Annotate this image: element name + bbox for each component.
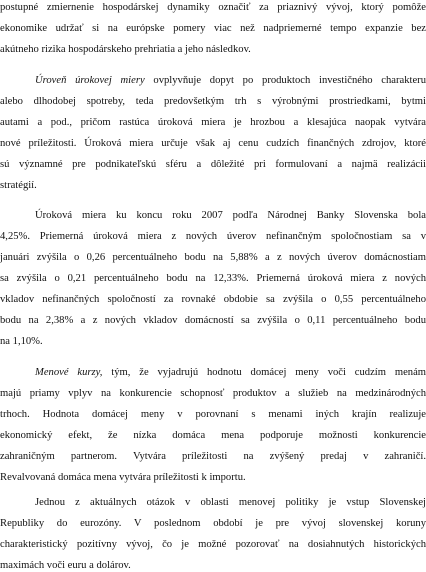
text-line: [0, 252, 426, 264]
italic-term: Úroveň úrokovej miery: [35, 75, 145, 86]
text-line: [0, 388, 426, 400]
text-line: [35, 75, 426, 87]
text-line: [0, 138, 426, 150]
text-span: tým, že vyjadrujú hodnotu domácej meny voči cudzím menám: [102, 367, 426, 378]
text-span: maximách voči euru a dolárov.: [0, 560, 131, 571]
text-span: vkladov nefinančných spoločností za rovnaké obdobie sa zvýšila o 0,55 percentuálneho: [0, 294, 426, 305]
text-span: ekonomike udržať si na európske pomery viac než nadpriemerné tempo expanzie bez: [0, 23, 426, 34]
text-line: [0, 315, 426, 327]
text-span: charakteristický pozitívny vývoj, čo je možné pozorovať na dosiahnutých historických: [0, 539, 426, 550]
text-span: nové príležitosti. Úroková miera určuje však aj cenu cudzích finančných zdrojov, ktoré: [0, 138, 426, 149]
text-span: Jednou z aktuálnych otázok v oblasti menovej politiky je vstup Slovenskej: [35, 497, 426, 508]
text-span: autami a pod., pričom rastúca úroková miera je hrozbou a klesajúca naopak vytvára: [0, 117, 426, 128]
text-line: [0, 294, 426, 306]
text-span: Republiky do eurozóny. V poslednom období je pre vývoj slovenskej koruny: [0, 518, 426, 529]
text-line: [0, 23, 426, 35]
text-line: [0, 2, 426, 14]
text-line: [0, 409, 426, 421]
text-span: akútneho rizika hospodárskeho prehriatia a jeho následkov.: [0, 44, 251, 55]
text-line: [0, 472, 426, 484]
text-span: na 1,10%.: [0, 336, 43, 347]
text-span: sa zvýšila o 0,21 percentuálneho bodu na 12,33%. Priemerná úroková miera z nových: [0, 273, 426, 284]
text-span: stratégií.: [0, 180, 37, 191]
text-span: sú významné pre podnikateľskú sféru a dôležité pri formulovaní a najmä realizácii: [0, 159, 426, 170]
text-line: [35, 497, 426, 509]
text-line: [35, 210, 426, 222]
text-span: majú priamy vplyv na konkurencie schopnosť produktov a služieb na medzinárodných: [0, 388, 426, 399]
text-span: bodu na 2,38% a z nových vkladov domácností sa zvýšila o 0,11 percentuálneho bodu: [0, 315, 426, 326]
italic-term: Menové kurzy,: [35, 367, 103, 378]
text-line: [0, 451, 426, 463]
text-span: postupné zmiernenie hospodárskej dynamiky označiť za priaznivý vývoj, ktorý pomôže: [0, 2, 426, 13]
text-line: [0, 231, 426, 243]
text-span: Úroková miera ku koncu roku 2007 podľa Národnej Banky Slovenska bola: [35, 210, 426, 221]
text-span: ekonomický efekt, že nízka domáca mena podporuje možnosti konkurencie: [0, 430, 426, 441]
text-line: [0, 180, 426, 192]
text-span: 4,25%. Priemerná úroková miera z nových úverov nefinančným spoločnostiam sa v: [0, 231, 426, 242]
text-line: [0, 539, 426, 551]
text-line: [0, 96, 426, 108]
text-span: zahraničným partnerom. Vytvára príležitosti na zvýšený predaj v zahraničí.: [0, 451, 426, 462]
text-line: [0, 44, 426, 56]
text-line: [0, 159, 426, 171]
text-span: januári zvýšila o 0,26 percentuálneho bodu na 5,88% a z nových úverov domácnostiam: [0, 252, 426, 263]
text-line: [35, 367, 426, 379]
text-span: trhoch. Hodnota domácej meny v porovnaní s menami iných krajín realizuje: [0, 409, 426, 420]
text-span: Revalvovaná domáca mena vytvára príležitosti k importu.: [0, 472, 246, 483]
text-line: [0, 336, 426, 348]
text-line: [0, 273, 426, 285]
text-span: alebo dlhodobej spotreby, teda predovšetkým trh s výrobnými prostriedkami, bytmi: [0, 96, 426, 107]
text-span: ovplyvňuje dopyt po produktoch investičného charakteru: [144, 75, 426, 86]
text-line: [0, 117, 426, 129]
text-line: [0, 560, 426, 572]
text-line: [0, 430, 426, 442]
text-line: [0, 518, 426, 530]
